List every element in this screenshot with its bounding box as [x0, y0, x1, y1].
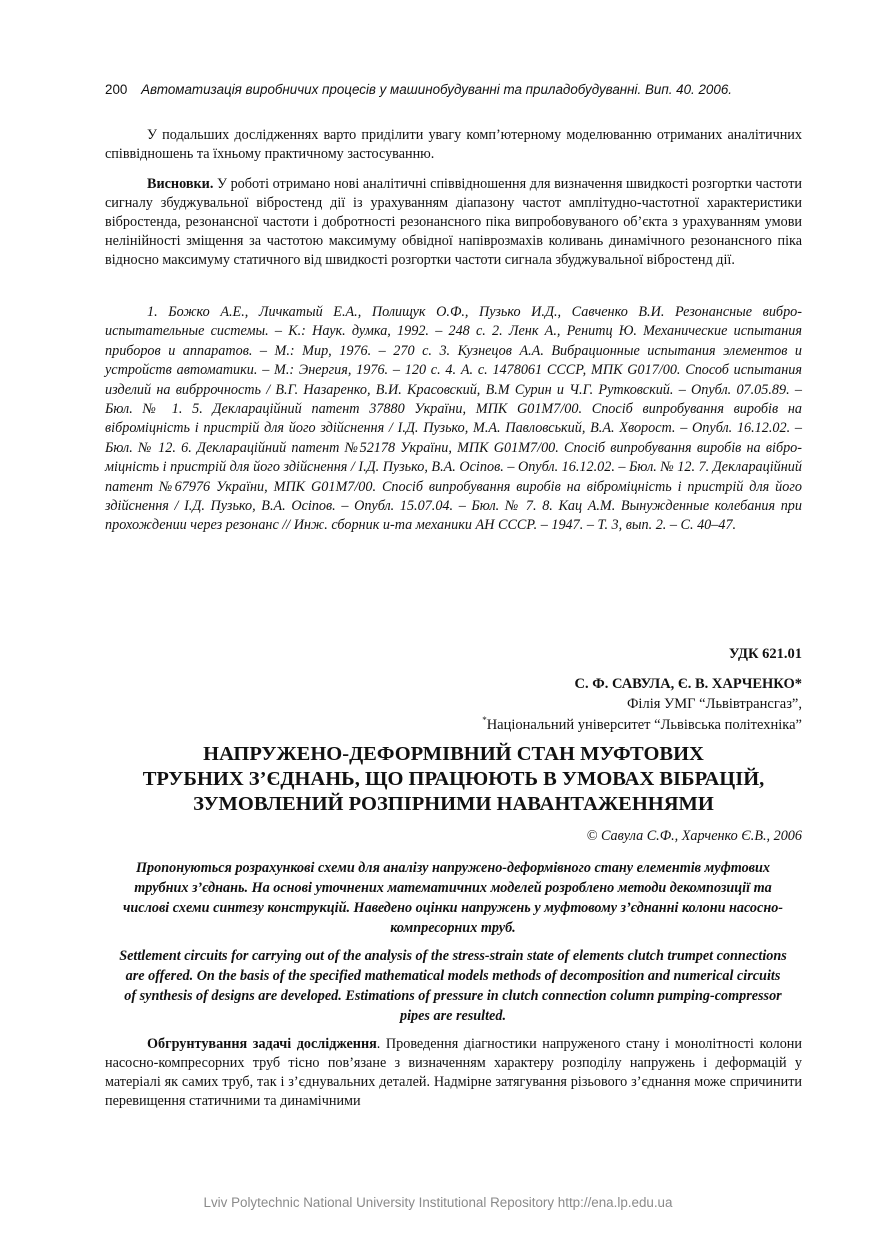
running-header [105, 82, 805, 97]
affiliation-1: Філія УМГ “Львівтрансгаз”, [626, 696, 802, 712]
title-line: НАПРУЖЕНО-ДЕФОРМІВНИЙ СТАН МУФТОВИХ [203, 743, 704, 765]
authors: С. Ф. САВУЛА, Є. В. ХАРЧЕНКО* [574, 676, 802, 692]
intro-paragraph: У подальших дослідженнях варто приділити увагу комп’ютерному моделюванню отриманих аналітичних співвідношень та їхньому практичному застосуванню. [105, 127, 802, 162]
conclusions-label: Висновки. [147, 176, 214, 192]
section-paragraph [105, 1035, 802, 1111]
section-text: . Проведення діагностики напруженого стану і монолітності колони насосно-компресорних труб тісно пов’язане з визначенням характеру розподілу напружень і деформацій у матеріалі як самих труб, так і з’єднувальних деталей. Надмірне затягування різьового з’єднання може спричинити перевищення статичними та динамічними [105, 1036, 802, 1109]
article-title [105, 742, 802, 817]
affiliation-mark: * [482, 715, 487, 725]
references-list: 1. Божко А.Е., Личкатый Е.А., Полищук О.Ф., Пузько И.Д., Савченко В.И. Резонансные виброиспытательные системы. – К.: Наук. думка, 1992. – 248 с. 2. Ленк А., Ренитц Ю. Механические испытания приборов и аппаратов. – М.: Мир, 1976. – 270 с. 3. Кузнецов А.А. Вибрационные испытания элементов и устройств автоматики. – М.: Энергия, 1976. – 120 с. 4. А. с. 1478061 СССР, МПК G017/00. Способ испытания изделий на вибрpочность / В.Г. Назаренко, В.И. Красовский, В.М Сурин и Ч.Г. Рутковский. – Опубл. 07.05.89. – Бюл. № 1. 5. Деклараційний патент 37880 України, МПК G01M7/00. Спосіб випробування виробів на віброміцність і пристрій для його здійснення / І.Д. Пузько, М.А. Павловський, В.А. Хворост. – Опубл. 16.12.02. – Бюл. № 12. 6. Деклараційний патент №52178 України, МПК G01M7/00. Спосіб випробування виробів на віброміцність і пристрій для його здійснення / І.Д. Пузько, В.А. Осіпов. – Опубл. 16.12.02. – Бюл. № 12. 7. Деклараційний патент №67976 України, МПК G01M7/00. Спосіб випробування виробів на віброміцність і пристрій для його здійснення / І.Д. Пузько, В.А. Осіпов. – Опубл. 15.07.04. – Бюл. № 7. 8. Кац А.М. Вынужденные колебания при прохождении через резонанс // Инж. сборник и-та механики АН СССР. – 1947. – Т. 3, вып. 2. – С. 40–47. [105, 304, 802, 534]
title-line: ЗУМОВЛЕНИЙ РОЗПІРНИМИ НАВАНТАЖЕННЯМИ [193, 793, 714, 815]
journal-title: Автоматизація виробничих процесів у машинобудуванні та приладобудуванні. Вип. 40. 2006. [141, 82, 732, 97]
udk-code: УДК 621.01 [728, 646, 802, 662]
affiliation-2-text: Національний університет “Львівська політехніка” [486, 716, 802, 733]
affiliation-2 [482, 715, 802, 734]
section-label: Обгрунтування задачі дослідження [147, 1036, 377, 1052]
abstract-english: Settlement circuits for carrying out of the analysis of the stress-strain state of elements clutch trumpet connections are offered. On the basis of the specified mathematical models methods of decomposition and numerical circuits of synthesis of designs are developed. Estimations of pressure in clutch connection column pumping-compressor pipes are resulted. [119, 948, 787, 1024]
repository-footer: Lviv Polytechnic National University Institutional Repository http://ena.lp.edu.ua [203, 1195, 673, 1210]
abstract-ukrainian: Пропонуються розрахункові схеми для аналізу напружено-деформівного стану елементів муфтових трубних з’єднань. На основі уточнених математичних моделей розроблено методи декомпозиції та числові схеми синтезу конструкцій. Наведено оцінки напружень у муфтовому з’єднанні колони насосно-компресорних труб. [122, 860, 784, 936]
conclusions-text: У роботі отримано нові аналітичні співвідношення для визначення швидкості розгортки частоти сигналу збуджувальної вібростенд дії із урахуванням діапазону частот амплітудно-частотної характеристики вібростенда, резонансної частоти і добротності резонансного піка випробовуваного об’єкта з урахуванням умови нелінійності зміщення за частотою максимуму обвідної напіврозмахів коливань динамічного резонансного піка відносно максимуму статичного від швидкості розгортки частоти сигнала збуджувальної вібростенд дії. [105, 176, 802, 268]
conclusions-paragraph [105, 175, 802, 270]
title-line: ТРУБНИХ З’ЄДНАНЬ, ЩО ПРАЦЮЮТЬ В УМОВАХ ВІБРАЦІЙ, [142, 768, 765, 790]
copyright: © Савула С.Ф., Харченко Є.В., 2006 [586, 828, 802, 844]
page-number: 200 [105, 82, 128, 97]
